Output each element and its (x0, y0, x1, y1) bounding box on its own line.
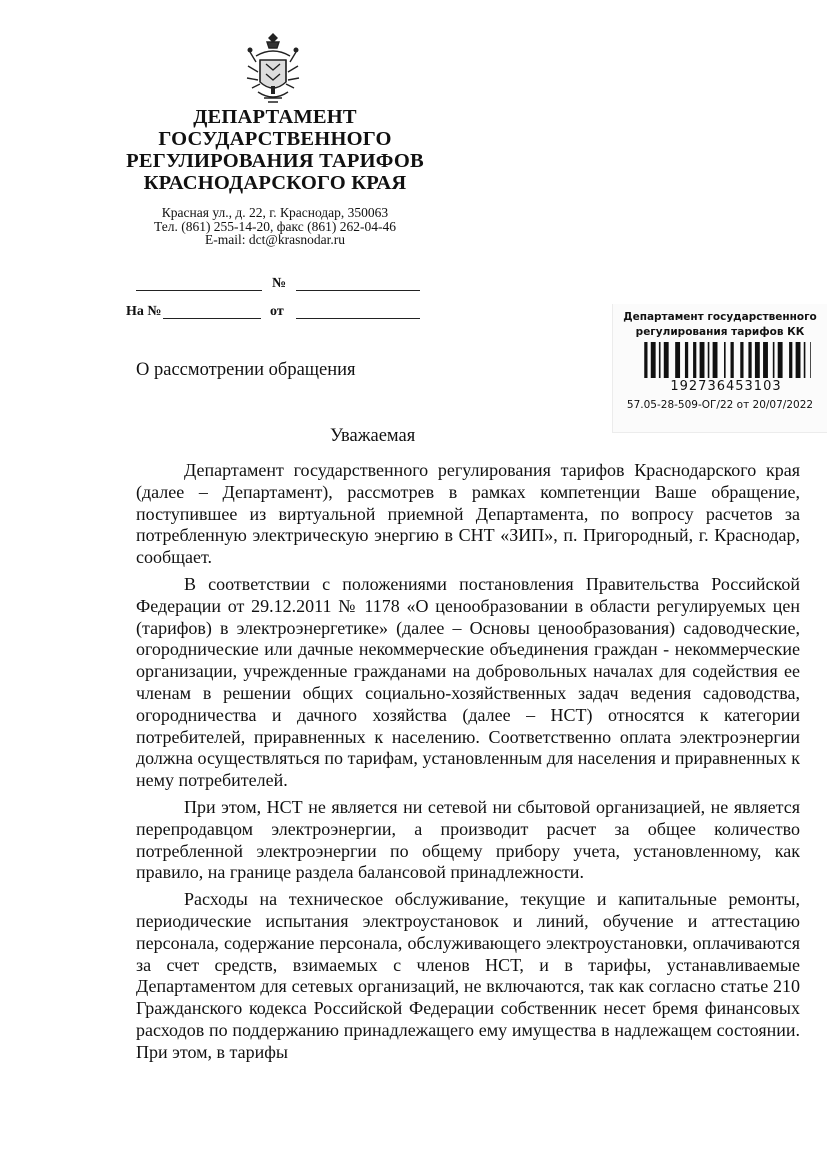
department-name-line: КРАСНОДАРСКОГО КРАЯ (143, 172, 407, 194)
registration-stamp (612, 304, 827, 433)
from-label: от (270, 304, 284, 319)
barcode-bar (804, 342, 806, 378)
letterhead (110, 106, 440, 247)
department-name (110, 106, 440, 194)
contact-info (110, 206, 440, 247)
department-name-line: ГОСУДАРСТВЕННОГО (158, 128, 392, 150)
date-blank-line (136, 290, 262, 291)
barcode-bar (789, 342, 792, 378)
barcode-bar (708, 342, 710, 378)
barcode-bar (664, 342, 669, 378)
barcode-bar (713, 342, 718, 378)
email: E-mail: dct@krasnodar.ru (205, 232, 345, 247)
salutation: Уважаемая (330, 426, 416, 446)
letter-body (136, 460, 800, 1069)
body-paragraph: Департамент государственного регулирования тарифов Краснодарского края (далее – Департамент), рассмотрев в рамках компетенции Ваше обращение, поступившее из виртуальной приемной Департамента, по вопросу расчетов за потребленную электрическую энергию в СНТ «ЗИП», п. Пригородный, г. Краснодар, сообщает. (136, 460, 800, 568)
barcode-bar (659, 342, 661, 378)
barcode-bar (763, 342, 768, 378)
number-blank-line (296, 290, 420, 291)
ref-number-blank-line (163, 318, 261, 319)
ref-number-label: На № (126, 304, 162, 319)
barcode-bar (748, 342, 751, 378)
barcode-number: 192736453103 (670, 379, 782, 394)
barcode-bar (796, 342, 801, 378)
barcode-bar (651, 342, 656, 378)
stamp-registration-number: 57.05-28-509-ОГ/22 от 20/07/2022 (626, 399, 814, 411)
phone-fax: Тел. (861) 255-14-20, факс (861) 262-04-46 (153, 218, 396, 234)
number-label: № (272, 276, 287, 291)
letter-subject: О рассмотрении обращения (136, 360, 356, 380)
body-paragraph: Расходы на техническое обслуживание, текущие и капитальные ремонты, периодические испытания электроустановок и линий, обучение и аттестацию персонала, содержание персонала, обслуживающего электроустановки, оплачиваются за счет средств, взимаемых с членов НСТ, и в тарифы, устанавливаемые Департаментом для сетевых организаций, не включаются, так как согласно статье 210 Гражданского кодекса Российской Федерации собственник несет бремя финансовых расходов по поддержанию принадлежащего ему имущества в надлежащем состоянии. При этом, в тарифы (136, 889, 800, 1062)
barcode-bar (644, 342, 647, 378)
barcode-bar (731, 342, 734, 378)
department-name-line: ДЕПАРТАМЕНТ (193, 106, 357, 128)
department-name-line: РЕГУЛИРОВАНИЯ ТАРИФОВ (126, 150, 424, 172)
barcode-bar (693, 342, 696, 378)
barcode (641, 342, 811, 384)
barcode-bar (675, 342, 680, 378)
stamp-organization: Департамент государственного регулирования тарифов КК (623, 311, 817, 338)
barcode-bar (700, 342, 705, 378)
body-paragraph: В соответствии с положениями постановления Правительства Российской Федерации от 29.12.2011 № 1178 «О ценообразовании в области регулируемых цен (тарифов) в электроэнергетике» (далее – Основы ценообразования) садоводческие, огороднические или дачные некоммерческие объединения граждан - некоммерческие организации, учрежденные гражданами на добровольных началах для содействия ее членам в решении общих социально-хозяйственных задач ведения садоводства, огородничества и дачного хозяйства (далее – НСТ) относятся к категории потребителей, приравненных к населению. Соответственно оплата электроэнергии должна осуществляться по тарифам, установленным для населения и приравненных к нему потребителей. (136, 573, 800, 791)
barcode-bar (810, 342, 811, 378)
from-date-blank-line (296, 318, 420, 319)
barcode-bar (685, 342, 688, 378)
address: Красная ул., д. 22, г. Краснодар, 350063 (161, 205, 389, 220)
barcode-bar (778, 342, 783, 378)
barcode-bar (724, 342, 726, 378)
body-paragraph: При этом, НСТ не является ни сетевой ни сбытовой организацией, не является перепродавцом электроэнергии, а производит расчет за общее количество потребленной электроэнергии по общему прибору учета, установленному, как правило, на границе раздела балансовой принадлежности. (136, 796, 800, 883)
barcode-bar (773, 342, 775, 378)
barcode-bar (755, 342, 760, 378)
krasnodar-coat-of-arms-icon (242, 30, 304, 110)
barcode-bar (740, 342, 743, 378)
